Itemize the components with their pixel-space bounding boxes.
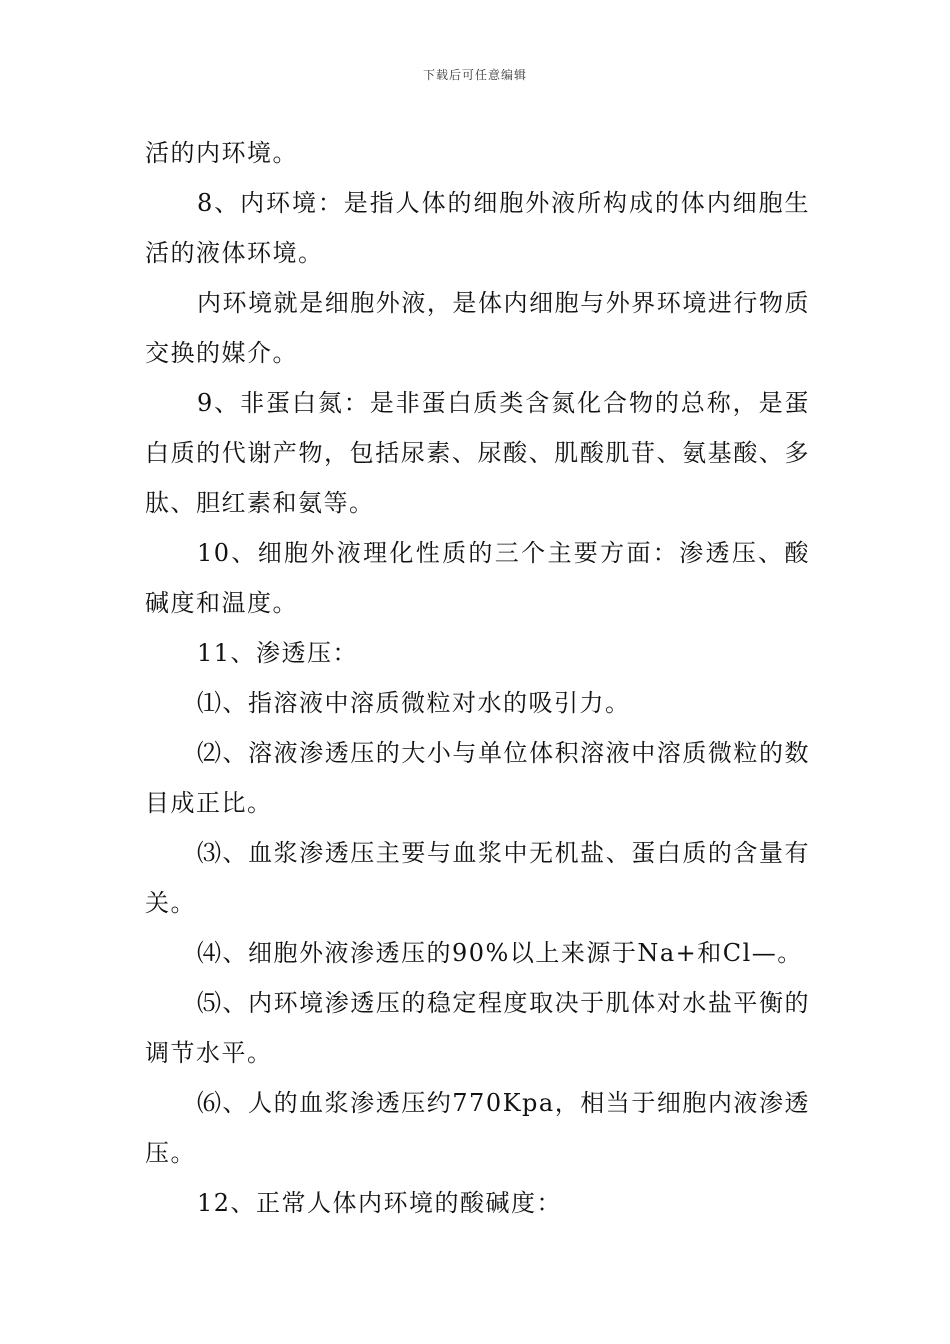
paragraph-sub-4: ⑷、细胞外液渗透压的90%以上来源于Na+和Cl—。 bbox=[197, 939, 803, 967]
paragraph-sub-1: ⑴、指溶液中溶质微粒对水的吸引力。 bbox=[197, 689, 631, 717]
paragraph-inner-environment: 内环境就是细胞外液，是体内细胞与外界环境进行物质交换的媒介。 bbox=[145, 289, 810, 367]
paragraph-continuation: 活的内环境。 bbox=[145, 139, 298, 167]
paragraph-item-10: 10、细胞外液理化性质的三个主要方面：渗透压、酸碱度和温度。 bbox=[145, 539, 810, 617]
paragraph-sub-3: ⑶、血浆渗透压主要与血浆中无机盐、蛋白质的含量有关。 bbox=[145, 839, 810, 917]
document-body bbox=[145, 128, 810, 1228]
paragraph-item-9: 9、非蛋白氮：是非蛋白质类含氮化合物的总称，是蛋白质的代谢产物，包括尿素、尿酸、肌酸肌苷、氨基酸、多肽、胆红素和氨等。 bbox=[145, 389, 810, 517]
paragraph-sub-5: ⑸、内环境渗透压的稳定程度取决于肌体对水盐平衡的调节水平。 bbox=[145, 989, 810, 1067]
paragraph-item-12: 12、正常人体内环境的酸碱度： bbox=[197, 1189, 563, 1217]
paragraph-item-11: 11、渗透压： bbox=[197, 639, 359, 667]
paragraph-item-8: 8、内环境：是指人体的细胞外液所构成的体内细胞生活的液体环境。 bbox=[145, 189, 810, 267]
paragraph-sub-2: ⑵、溶液渗透压的大小与单位体积溶液中溶质微粒的数目成正比。 bbox=[145, 739, 810, 817]
paragraph-sub-6: ⑹、人的血浆渗透压约770Kpa，相当于细胞内液渗透压。 bbox=[145, 1089, 810, 1167]
page-header: 下载后可任意编辑 bbox=[422, 68, 527, 82]
